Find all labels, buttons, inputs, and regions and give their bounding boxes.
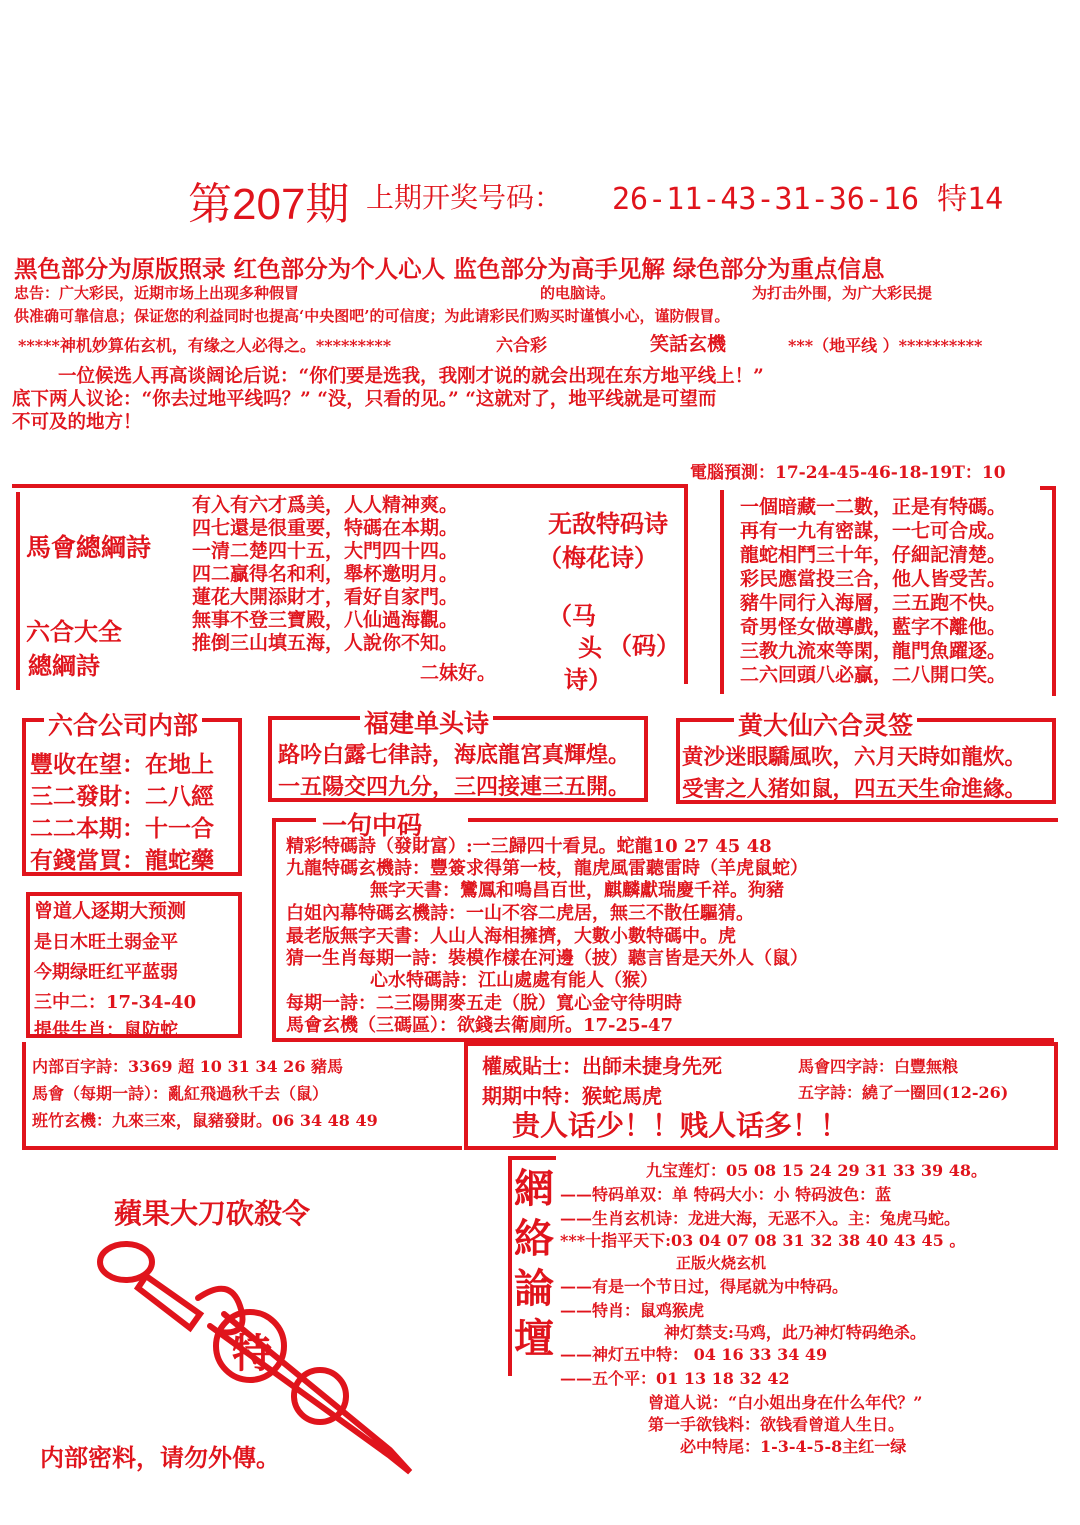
liuhe-title: 六合大全 (26, 617, 122, 646)
poem-left-line: 四七還是很重要，特碼在本期。 (192, 517, 459, 539)
divider-line (272, 818, 276, 1040)
divider-line (508, 1156, 556, 1160)
fujian-title: 福建单头诗 (360, 704, 493, 740)
divider-line (508, 1156, 512, 1376)
section4-left-line: 班竹玄機：九來三來，鼠豬發財。06 34 48 49 (32, 1111, 378, 1130)
company-line: 三二發財：二八經 (30, 783, 214, 810)
forum-line: 曾道人说：“白小姐出身在什么年代？” (648, 1393, 923, 1412)
poem-left-line: 一清二楚四十五，大門四十四。 (192, 540, 459, 562)
poem-right-line: 再有一九有密謀，一七可合成。 (740, 520, 1007, 542)
poem-right-line: 龍蛇相鬥三十年，仔細記清楚。 (740, 544, 1007, 566)
horse-head-2: 头 (578, 633, 602, 662)
yiju-line: 馬會玄機（三碼區）：欲錢去衛廁所。17-25-47 (286, 1015, 674, 1036)
poem-left-line: 二妹好。 (420, 662, 497, 684)
company-line: 豐收在望：在地上 (30, 751, 214, 778)
yiju-line: 最老版無字天書：人山人海相擁擠，大數小數特碼中。虎 (286, 926, 736, 947)
internal-footer: 内部密料，请勿外傳。 (40, 1443, 280, 1472)
section4-left-line: 馬會（每期一詩）：亂紅飛過秋千去（鼠） (32, 1084, 329, 1103)
divider-line (464, 1042, 468, 1148)
yiju-line: 猜一生肖每期一詩：裝模作樣在河邊（披）聽言皆是天外人（鼠） (286, 948, 808, 969)
divider-line (22, 1146, 462, 1150)
divider-line (684, 484, 688, 684)
yiju-line: 白姐內幕特碼玄機詩：一山不容二虎居，無三不散任驅猜。 (286, 903, 754, 924)
plum-poem-title: （梅花诗） (538, 543, 658, 572)
forum-line: ——有是一个节日过，得尾就为中特码。 (560, 1277, 849, 1296)
forum-line: ***十指平天下:03 04 07 08 31 32 38 40 43 45 。 (560, 1231, 966, 1250)
company-title: 六合公司内部 (44, 706, 202, 742)
poem-left-line: 有入有六才爲美，人人精神爽。 (192, 494, 459, 516)
divider-line (464, 1042, 1058, 1046)
forum-title-char: 論 (514, 1265, 554, 1312)
divider-line (1054, 1042, 1058, 1148)
horse-head-1: （马 (548, 601, 596, 630)
section4-left-line: 内部百字詩：3369 超 10 31 34 26 豬馬 (32, 1057, 344, 1076)
five-word-poem: 五字詩：繞了一圈回(12-26) (798, 1083, 1009, 1102)
tao-line: 是日木旺土弱金平 (34, 932, 178, 953)
yiju-line: 精彩特碼詩（發財富）:一三歸四十看見。蛇龍10 27 45 48 (286, 836, 772, 857)
sword-text: 特 (232, 1330, 272, 1377)
forum-title-char: 壇 (514, 1315, 554, 1362)
sword-hilt-icon (138, 1276, 200, 1328)
poem-right-line: 豬牛同行入海層，三五跑不快。 (740, 592, 1007, 614)
tagline-right: ***（地平线 ）********** (788, 336, 983, 355)
yiju-title: 一句中码 (322, 811, 423, 840)
horse-head-3: （码） (608, 631, 680, 660)
poem-right-line: 一個暗藏一二數，正是有特碼。 (740, 496, 1007, 518)
company-line: 二二本期：十一合 (30, 815, 214, 842)
fujian-line: 路吟白露七律詩，海底龍宮真輝煌。 (278, 742, 631, 768)
notice-line-4: 供准确可靠信息；保证您的利益同时也提高‘中央图吧’的可信度；为此请彩民们购买时谨慎小心，谨防假冒。 (14, 307, 730, 325)
period-tip: 期期中特：猴蛇馬虎 (482, 1084, 662, 1108)
forum-title-char: 網 (514, 1165, 554, 1212)
yiju-line: 每期一詩：二三陽開麥五走（脫）寬心金守待明時 (286, 993, 682, 1014)
horse-head-4: 诗） (564, 665, 612, 694)
divider-line (720, 490, 724, 694)
huang-line: 受害之人猪如鼠，四五天生命進緣。 (682, 777, 1027, 802)
huang-line: 黄沙迷眼驕風吹，六月天時如龍炊。 (682, 745, 1027, 770)
yiju-line: 九龍特碼玄機詩：豐簽求得第一枝，龍虎風雷聽雷時（羊虎鼠蛇） (286, 858, 808, 879)
poem-left-line: 蓮花大開添財才，看好自家門。 (192, 586, 459, 608)
huang-title: 黄大仙六合灵签 (734, 706, 917, 742)
tao-line: 三中二：17-34-40 (34, 992, 197, 1013)
issue-number: 第207期 (188, 180, 350, 229)
yiju-line: 心水特碼詩：江山處處有能人（猴） (370, 970, 658, 991)
liuhe-subtitle: 總綱詩 (28, 651, 100, 680)
tao-line: 今期绿旺红平蓝弱 (34, 962, 178, 983)
joke-line-2: 底下两人议论：“你去过地平线吗？” “没，只看的见。” “这就对了，地平线就是可望而 (12, 389, 717, 410)
forum-line: 神灯禁支:马鸡，此乃神灯特码绝杀。 (664, 1323, 926, 1342)
wudi-title: 无敌特码诗 (548, 509, 668, 538)
poem-left-line: 無事不登三寶殿，八仙過海觀。 (192, 609, 459, 631)
tagline-left: *****神机妙算佑玄机，有缘之人必得之。********* (18, 336, 392, 355)
divider-line (12, 484, 684, 488)
notice-line-1: 忠告：广大彩民，近期市场上出现多种假冒 (14, 284, 300, 302)
poem-left-line: 推倒三山填五海，人說你不知。 (192, 632, 459, 654)
color-legend: 黑色部分为原版照录 红色部分为个人心人 监色部分为高手见解 绿色部分为重点信息 (14, 255, 885, 283)
forum-line: ——生肖玄机诗：龙进大海，无恶不入。主：兔虎马蛇。 (560, 1209, 961, 1228)
forum-line: 九宝莲灯：05 08 15 24 29 31 33 39 48。 (646, 1161, 987, 1180)
forum-line: 必中特尾：1-3-4-5-8主红一绿 (680, 1437, 907, 1456)
authority-tip: 權威貼士：出師未捷身先死 (482, 1054, 722, 1078)
poem-left-line: 四二贏得名和利，舉杯邀明月。 (192, 563, 459, 585)
divider-line (1052, 486, 1056, 696)
yiju-line: 無字天書：鸞鳳和鳴昌百世，麒麟獻瑞慶千祥。狗豬 (370, 880, 784, 901)
divider-line (468, 818, 1058, 822)
tagline-mid-2: 笑話玄機 (650, 333, 727, 355)
poem-right-line: 二六回頭八必贏，二八開口笑。 (740, 664, 1007, 686)
forum-line: ——神灯五中特： 04 16 33 34 49 (560, 1345, 828, 1364)
forum-line: 正版火烧玄机 (676, 1254, 767, 1272)
divider-line (22, 1042, 26, 1148)
tao-title: 曾道人逐期大预测 (34, 900, 187, 922)
last-draw-numbers: 26-11-43-31-36-16 特14 (612, 182, 1004, 217)
forum-line: ——五个平：01 13 18 32 42 (560, 1369, 790, 1388)
poem-right-line: 彩民應當投三合，他人皆受苦。 (740, 568, 1007, 590)
sword-order-title: 蘋果大刀砍殺令 (114, 1197, 311, 1230)
computer-prediction: 電腦預測：17-24-45-46-18-19T：10 (690, 463, 1006, 483)
divider-line (16, 492, 20, 690)
tagline-mid-1: 六合彩 (496, 336, 547, 356)
poem-right-line: 三教九流來等閑，龍門魚躍逐。 (740, 640, 1007, 662)
last-draw-label: 上期开奖号码： (366, 181, 563, 214)
tao-line: 提供生肖：鼠防蛇 (34, 1020, 178, 1041)
notice-line-3: 为打击外围，为广大彩民提 (752, 284, 933, 302)
forum-line: ——特码单双：单 特码大小：小 特码波色：蓝 (560, 1185, 892, 1204)
divider-line (464, 1146, 1058, 1150)
forum-line: 第一手欲钱料：欲钱看曾道人生日。 (648, 1415, 905, 1434)
poem-right-line: 奇男怪女做導戲，藍字不離他。 (740, 616, 1007, 638)
forum-title-char: 絡 (514, 1215, 554, 1262)
slogan: 贵人话少！！贱人话多！！ (512, 1109, 849, 1142)
joke-line-1: 一位候选人再高谈阔论后说：“你们要是选我，我刚才说的就会出现在东方地平线上！” (58, 366, 764, 387)
fujian-line: 一五陽交四九分，三四接連三五開。 (278, 774, 631, 800)
forum-line: ——特肖：鼠鸡猴虎 (560, 1301, 705, 1320)
notice-line-2: 的电脑诗。 (540, 284, 616, 302)
company-line: 有錢當買：龍蛇藥 (30, 847, 214, 874)
divider-line (272, 818, 316, 822)
joke-line-3: 不可及的地方！ (12, 412, 142, 433)
four-word-poem: 馬會四字詩：白豐無粮 (798, 1057, 959, 1076)
horse-poem-title: 馬會總綱詩 (26, 533, 152, 562)
